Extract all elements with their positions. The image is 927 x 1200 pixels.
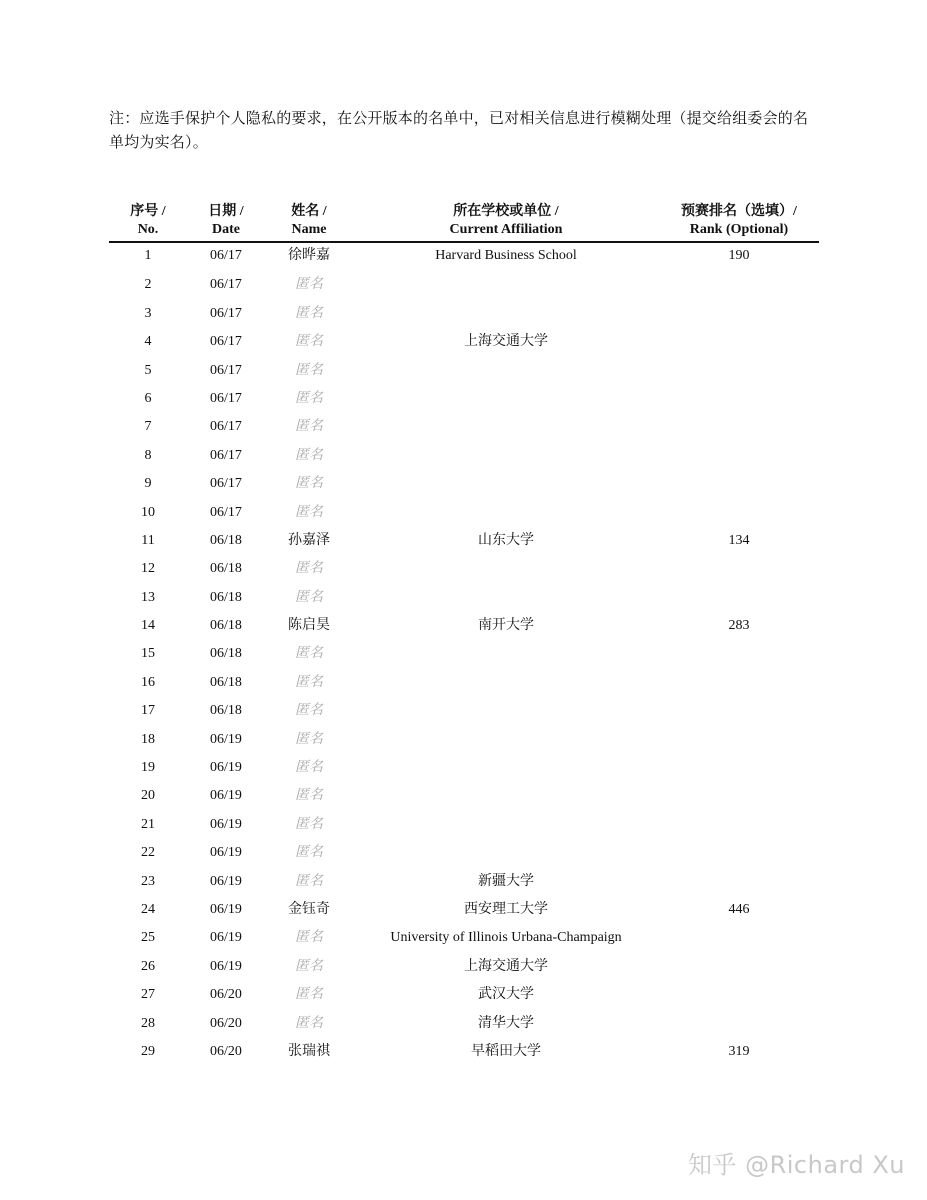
cell-affiliation (353, 811, 659, 839)
cell-date: 06/17 (210, 419, 242, 435)
cell-rank: 319 (728, 1043, 750, 1059)
cell-name: 金钰奇 (288, 901, 330, 917)
cell-no: 5 (144, 362, 152, 378)
cell-date: 06/17 (210, 277, 242, 293)
cell-date: 06/18 (210, 618, 242, 634)
table-row (109, 527, 819, 555)
cell-affiliation (353, 442, 659, 470)
cell-affiliation (353, 271, 659, 299)
table-row (109, 470, 819, 498)
cell-no: 26 (141, 958, 155, 974)
cell-rank: 446 (728, 901, 750, 917)
cell-affiliation: Harvard Business School (435, 248, 577, 263)
cell-no: 12 (141, 561, 155, 577)
cell-no: 24 (141, 901, 155, 917)
cell-affiliation (353, 697, 659, 725)
cell-name: 匿名 (295, 873, 323, 889)
cell-name: 匿名 (295, 390, 323, 406)
cell-date: 06/18 (210, 703, 242, 719)
cell-rank (659, 1010, 819, 1038)
cell-no: 13 (141, 589, 155, 605)
cell-rank (659, 754, 819, 782)
cell-date: 06/17 (210, 390, 242, 406)
table-row (109, 839, 819, 867)
cell-affiliation: 武汉大学 (478, 987, 534, 1003)
table-row (109, 981, 819, 1009)
cell-rank (659, 357, 819, 385)
cell-date: 06/19 (210, 873, 242, 889)
header-affiliation-zh: 所在学校或单位 / (453, 204, 559, 219)
header-name-en: Name (291, 222, 327, 237)
cell-no: 7 (144, 419, 152, 435)
cell-date: 06/17 (210, 447, 242, 463)
cell-name: 匿名 (295, 1015, 323, 1031)
cell-date: 06/18 (210, 674, 242, 690)
cell-rank (659, 470, 819, 498)
cell-affiliation: 新疆大学 (478, 873, 534, 889)
cell-no: 19 (141, 760, 155, 776)
cell-affiliation: 山东大学 (478, 532, 534, 548)
cell-affiliation (353, 470, 659, 498)
cell-no: 25 (141, 930, 155, 946)
cell-name: 匿名 (295, 561, 323, 577)
cell-name: 匿名 (295, 845, 323, 861)
cell-name: 匿名 (295, 731, 323, 747)
cell-rank (659, 953, 819, 981)
cell-affiliation (353, 640, 659, 668)
cell-no: 9 (144, 476, 152, 492)
cell-rank (659, 782, 819, 810)
table-row (109, 499, 819, 527)
cell-date: 06/17 (210, 362, 242, 378)
cell-rank: 134 (728, 532, 750, 548)
header-rank-zh: 预赛排名（选填）/ (681, 204, 797, 219)
cell-rank (659, 328, 819, 356)
cell-date: 06/17 (210, 248, 242, 263)
cell-date: 06/19 (210, 901, 242, 917)
cell-name: 匿名 (295, 760, 323, 776)
table-row (109, 385, 819, 413)
cell-rank (659, 868, 819, 896)
cell-date: 06/17 (210, 334, 242, 350)
header-date-zh: 日期 / (208, 204, 244, 219)
cell-name: 匿名 (295, 504, 323, 520)
cell-affiliation: 清华大学 (478, 1015, 534, 1031)
cell-date: 06/17 (210, 476, 242, 492)
cell-affiliation (353, 385, 659, 413)
cell-affiliation (353, 300, 659, 328)
table-body (109, 242, 819, 1066)
cell-no: 17 (141, 703, 155, 719)
header-affiliation-en: Current Affiliation (449, 222, 563, 237)
cell-no: 6 (144, 390, 152, 406)
cell-rank (659, 981, 819, 1009)
cell-affiliation (353, 782, 659, 810)
privacy-note: 注：应选手保护个人隐私的要求，在公开版本的名单中，已对相关信息进行模糊处理（提交给组委会的名单均为实名）。 (109, 111, 809, 151)
cell-affiliation (353, 413, 659, 441)
cell-no: 16 (141, 674, 155, 690)
cell-no: 1 (144, 248, 152, 263)
cell-rank (659, 413, 819, 441)
header-no (109, 201, 187, 242)
cell-rank (659, 499, 819, 527)
cell-rank (659, 669, 819, 697)
table-row (109, 242, 819, 271)
cell-rank (659, 555, 819, 583)
cell-no: 18 (141, 731, 155, 747)
cell-rank (659, 640, 819, 668)
cell-name: 匿名 (295, 930, 323, 946)
cell-date: 06/19 (210, 845, 242, 861)
header-name (265, 201, 353, 242)
cell-no: 23 (141, 873, 155, 889)
cell-affiliation: 上海交通大学 (464, 334, 548, 350)
cell-date: 06/20 (210, 1015, 242, 1031)
watermark: 知乎 @Richard Xu (687, 1151, 905, 1179)
cell-rank (659, 271, 819, 299)
cell-name: 匿名 (295, 362, 323, 378)
cell-rank (659, 811, 819, 839)
cell-rank (659, 300, 819, 328)
cell-name: 匿名 (295, 277, 323, 293)
cell-no: 29 (141, 1043, 155, 1059)
cell-affiliation: 西安理工大学 (464, 901, 548, 917)
cell-affiliation: 南开大学 (478, 618, 534, 634)
table-row (109, 754, 819, 782)
table-row (109, 697, 819, 725)
cell-date: 06/19 (210, 731, 242, 747)
cell-name: 匿名 (295, 589, 323, 605)
table-row (109, 442, 819, 470)
table-row (109, 726, 819, 754)
cell-no: 21 (141, 816, 155, 832)
cell-name: 匿名 (295, 816, 323, 832)
cell-date: 06/19 (210, 788, 242, 804)
cell-date: 06/18 (210, 589, 242, 605)
cell-name: 匿名 (295, 305, 323, 321)
table-row (109, 868, 819, 896)
cell-rank (659, 584, 819, 612)
table-row (109, 328, 819, 356)
header-rank-en: Rank (Optional) (689, 222, 789, 237)
cell-name: 匿名 (295, 703, 323, 719)
cell-rank (659, 726, 819, 754)
cell-name: 匿名 (295, 447, 323, 463)
cell-no: 8 (144, 447, 152, 463)
header-no-en: No. (137, 222, 159, 237)
cell-no: 20 (141, 788, 155, 804)
cell-affiliation: University of Illinois Urbana-Champaign (390, 930, 622, 946)
participant-table-container (109, 201, 819, 1066)
cell-affiliation (353, 555, 659, 583)
table-row (109, 271, 819, 299)
cell-no: 11 (141, 532, 155, 548)
cell-name: 匿名 (295, 987, 323, 1003)
table-header (109, 201, 819, 242)
cell-no: 28 (141, 1015, 155, 1031)
cell-date: 06/19 (210, 958, 242, 974)
header-no-zh: 序号 / (130, 204, 166, 219)
cell-affiliation (353, 754, 659, 782)
cell-name: 匿名 (295, 646, 323, 662)
cell-name: 匿名 (295, 334, 323, 350)
cell-name: 匿名 (295, 958, 323, 974)
cell-date: 06/17 (210, 504, 242, 520)
table-row (109, 357, 819, 385)
table-row (109, 669, 819, 697)
cell-name: 匿名 (295, 788, 323, 804)
cell-name: 孙嘉泽 (288, 532, 330, 548)
cell-date: 06/18 (210, 646, 242, 662)
cell-rank (659, 385, 819, 413)
cell-name: 张瑞祺 (288, 1043, 330, 1059)
cell-name: 匿名 (295, 419, 323, 435)
table-row (109, 640, 819, 668)
table-row (109, 953, 819, 981)
cell-date: 06/17 (210, 305, 242, 321)
cell-affiliation (353, 499, 659, 527)
header-date-en: Date (212, 222, 240, 237)
cell-date: 06/18 (210, 561, 242, 577)
cell-rank (659, 924, 819, 952)
cell-no: 10 (141, 504, 155, 520)
cell-date: 06/19 (210, 760, 242, 776)
table-row (109, 300, 819, 328)
table-row (109, 896, 819, 924)
cell-name: 匿名 (295, 674, 323, 690)
table-row (109, 924, 819, 952)
table-row (109, 1010, 819, 1038)
table-row (109, 811, 819, 839)
cell-affiliation (353, 726, 659, 754)
table-row (109, 782, 819, 810)
table-row (109, 413, 819, 441)
cell-affiliation (353, 357, 659, 385)
header-name-zh: 姓名 / (291, 204, 327, 219)
cell-rank (659, 697, 819, 725)
header-date (187, 201, 265, 242)
cell-rank (659, 442, 819, 470)
cell-affiliation: 早稻田大学 (471, 1043, 541, 1059)
table-row (109, 1038, 819, 1066)
cell-no: 2 (144, 277, 152, 293)
table-row (109, 612, 819, 640)
cell-affiliation (353, 669, 659, 697)
cell-date: 06/20 (210, 1043, 242, 1059)
cell-rank: 190 (728, 248, 750, 263)
cell-no: 15 (141, 646, 155, 662)
cell-date: 06/19 (210, 816, 242, 832)
header-rank (659, 201, 819, 242)
cell-no: 27 (141, 987, 155, 1003)
cell-date: 06/18 (210, 532, 242, 548)
cell-name: 陈启昊 (288, 618, 330, 634)
cell-date: 06/19 (210, 930, 242, 946)
cell-no: 22 (141, 845, 155, 861)
cell-no: 3 (144, 305, 152, 321)
cell-no: 4 (144, 334, 152, 350)
cell-rank (659, 839, 819, 867)
cell-no: 14 (141, 618, 155, 634)
cell-name: 徐晔嘉 (288, 248, 330, 263)
cell-date: 06/20 (210, 987, 242, 1003)
cell-name: 匿名 (295, 476, 323, 492)
table-row (109, 555, 819, 583)
header-affiliation (353, 201, 659, 242)
participant-table (109, 201, 819, 1066)
table-row (109, 584, 819, 612)
cell-affiliation (353, 584, 659, 612)
cell-rank: 283 (728, 618, 750, 634)
cell-affiliation (353, 839, 659, 867)
cell-affiliation: 上海交通大学 (464, 958, 548, 974)
